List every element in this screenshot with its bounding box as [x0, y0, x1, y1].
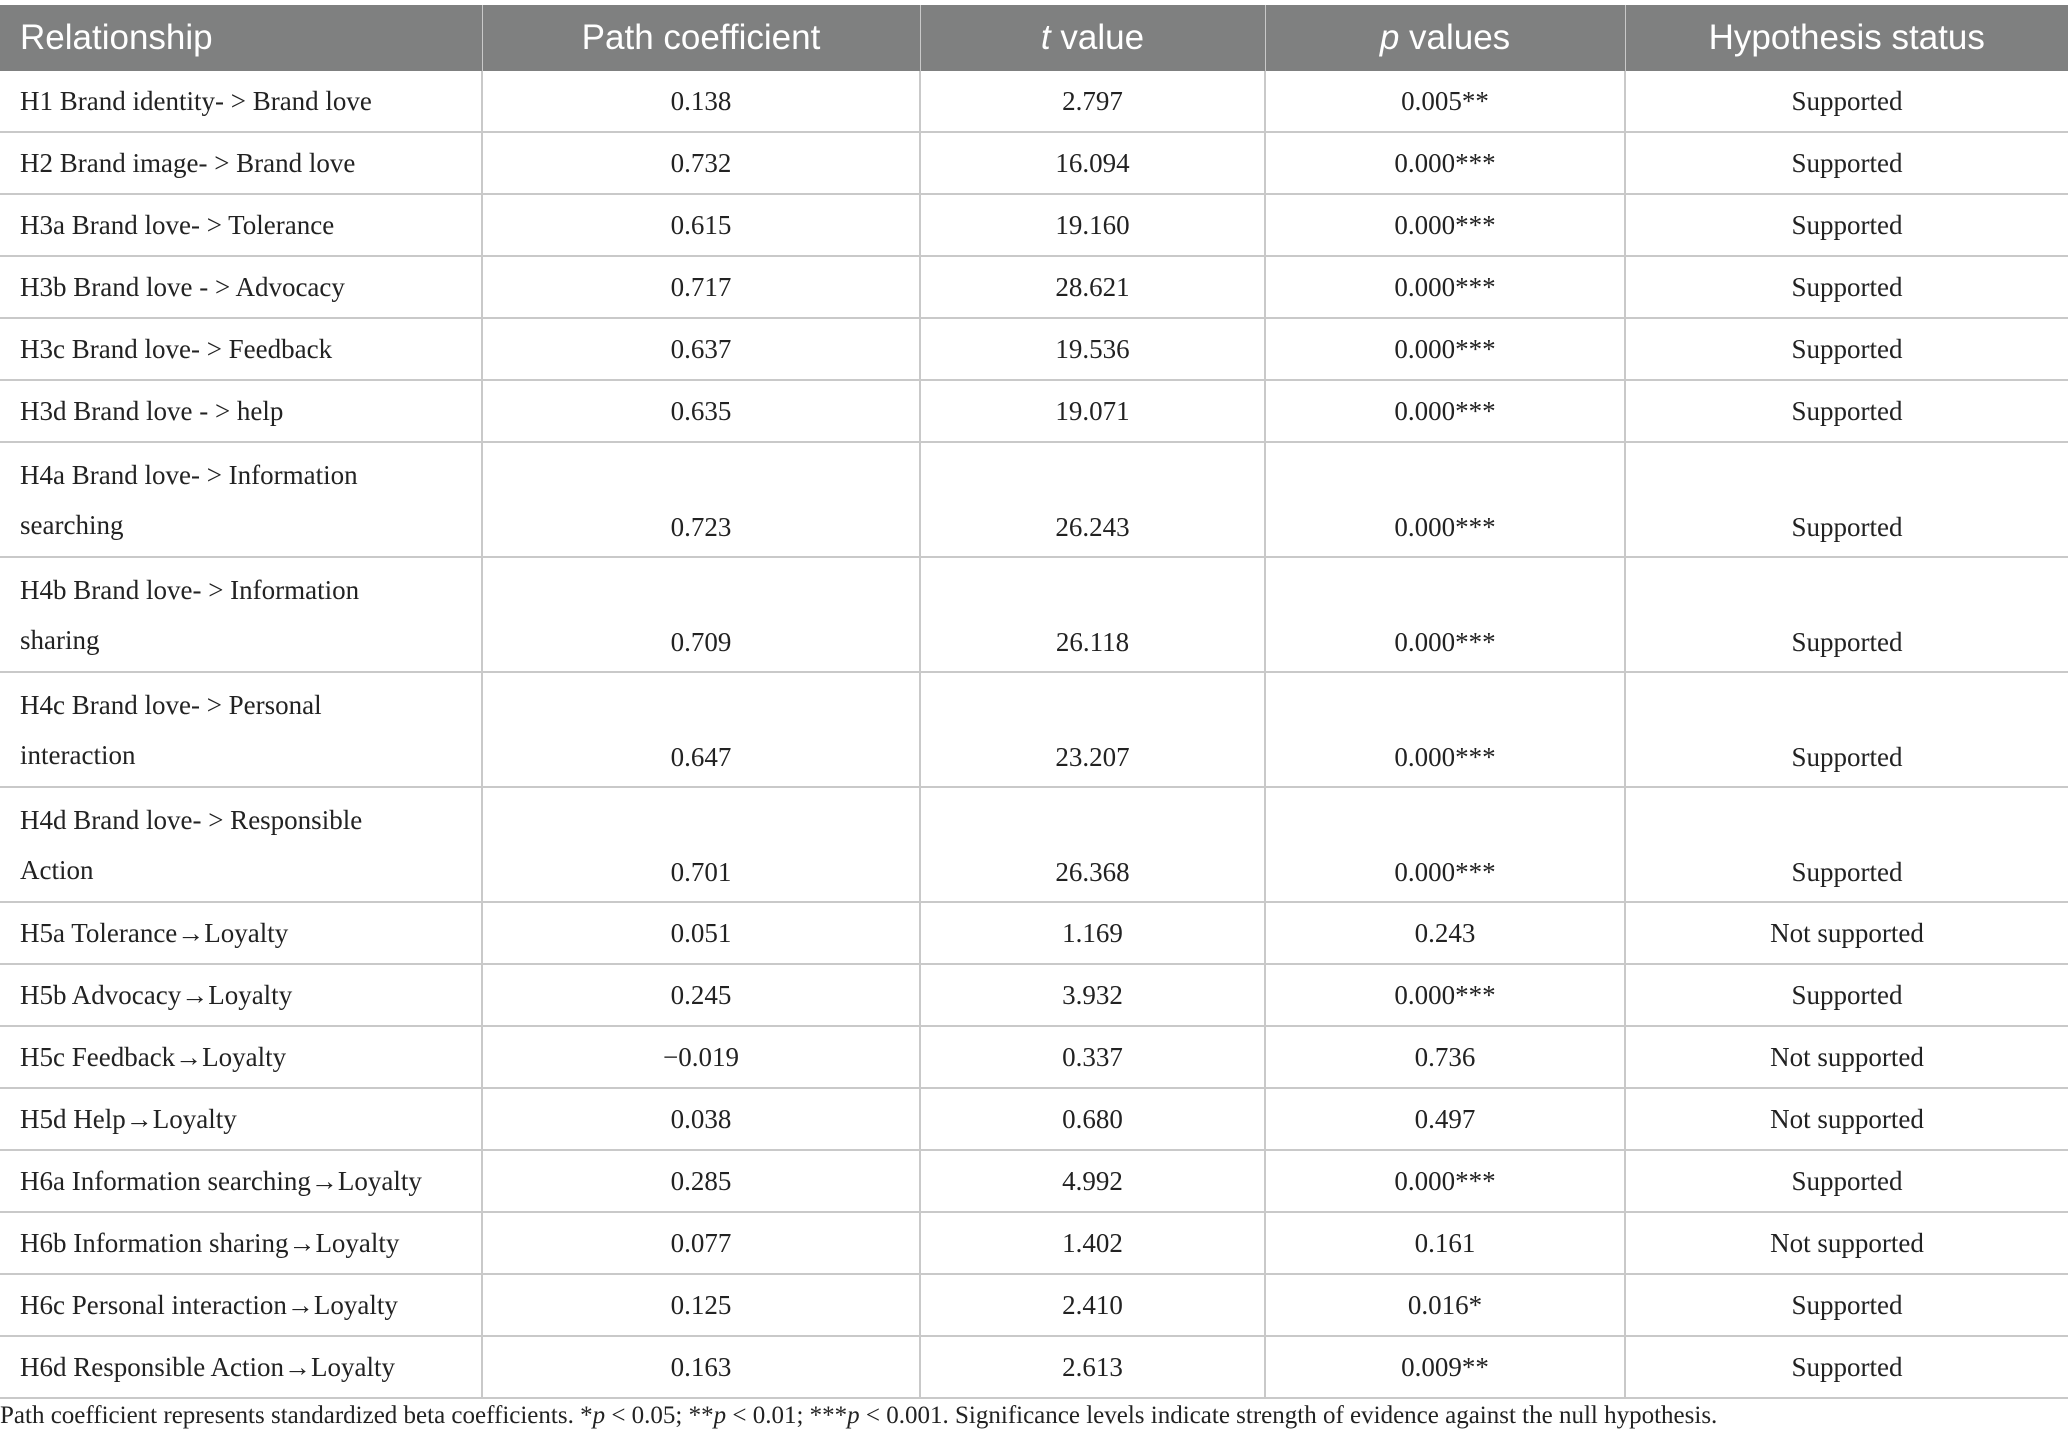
- cell-t-value: 3.932: [920, 964, 1265, 1026]
- cell-path-coefficient: 0.125: [482, 1274, 920, 1336]
- cell-relationship: H6b Information sharing→Loyalty: [0, 1212, 482, 1274]
- cell-p-value: 0.000***: [1265, 132, 1625, 194]
- cell-p-value: 0.497: [1265, 1088, 1625, 1150]
- table-row: [0, 557, 2068, 672]
- cell-path-coefficient: 0.138: [482, 71, 920, 132]
- header-row: [0, 5, 2068, 71]
- cell-hypothesis-status: Supported: [1625, 557, 2068, 672]
- results-table-container: [0, 5, 2068, 1399]
- cell-path-coefficient: 0.717: [482, 256, 920, 318]
- cell-hypothesis-status: Supported: [1625, 442, 2068, 557]
- footnote-p-symbol-3: p: [847, 1402, 860, 1429]
- cell-p-value: 0.243: [1265, 902, 1625, 964]
- cell-t-value: 26.243: [920, 442, 1265, 557]
- cell-hypothesis-status: Supported: [1625, 194, 2068, 256]
- footnote-part-4: < 0.001. Significance levels indicate strength of evidence against the null hypothesis.: [859, 1402, 1718, 1429]
- cell-path-coefficient: 0.647: [482, 672, 920, 787]
- header-t-italic: t: [1040, 18, 1051, 57]
- cell-p-value: 0.000***: [1265, 1150, 1625, 1212]
- cell-p-value: 0.009**: [1265, 1336, 1625, 1398]
- cell-t-value: 19.071: [920, 380, 1265, 442]
- cell-relationship: [0, 672, 482, 787]
- header-p-values: [1265, 5, 1625, 71]
- table-footnote: [0, 1402, 1717, 1430]
- cell-t-value: 1.169: [920, 902, 1265, 964]
- cell-t-value: 19.160: [920, 194, 1265, 256]
- cell-path-coefficient: 0.701: [482, 787, 920, 902]
- cell-hypothesis-status: Supported: [1625, 256, 2068, 318]
- cell-t-value: 19.536: [920, 318, 1265, 380]
- table-row: [0, 1212, 2068, 1274]
- cell-path-coefficient: −0.019: [482, 1026, 920, 1088]
- table-row: [0, 964, 2068, 1026]
- cell-t-value: 26.118: [920, 557, 1265, 672]
- cell-p-value: 0.000***: [1265, 672, 1625, 787]
- cell-relationship: H1 Brand identity- > Brand love: [0, 71, 482, 132]
- cell-t-value: 28.621: [920, 256, 1265, 318]
- cell-relationship: [0, 557, 482, 672]
- table-row: [0, 71, 2068, 132]
- relationship-line-2: interaction: [20, 739, 136, 770]
- table-row: [0, 318, 2068, 380]
- cell-relationship: H3a Brand love- > Tolerance: [0, 194, 482, 256]
- cell-relationship: H5d Help→Loyalty: [0, 1088, 482, 1150]
- table-row: [0, 1336, 2068, 1398]
- table-header: [0, 5, 2068, 71]
- cell-p-value: 0.005**: [1265, 71, 1625, 132]
- footnote-part-1: Path coefficient represents standardized beta coefficients. *: [0, 1402, 593, 1429]
- cell-path-coefficient: 0.723: [482, 442, 920, 557]
- footnote-part-3: < 0.01; ***: [726, 1402, 848, 1429]
- cell-path-coefficient: 0.637: [482, 318, 920, 380]
- cell-hypothesis-status: Not supported: [1625, 1088, 2068, 1150]
- cell-hypothesis-status: Supported: [1625, 672, 2068, 787]
- table-row: [0, 787, 2068, 902]
- cell-t-value: 23.207: [920, 672, 1265, 787]
- cell-t-value: 4.992: [920, 1150, 1265, 1212]
- table-row: [0, 902, 2068, 964]
- table-row: [0, 132, 2068, 194]
- cell-hypothesis-status: Supported: [1625, 132, 2068, 194]
- cell-relationship: H6d Responsible Action→Loyalty: [0, 1336, 482, 1398]
- table-row: [0, 256, 2068, 318]
- cell-path-coefficient: 0.732: [482, 132, 920, 194]
- cell-path-coefficient: 0.285: [482, 1150, 920, 1212]
- cell-p-value: 0.016*: [1265, 1274, 1625, 1336]
- cell-p-value: 0.000***: [1265, 557, 1625, 672]
- table-row: [0, 1274, 2068, 1336]
- cell-t-value: 2.797: [920, 71, 1265, 132]
- header-relationship: Relationship: [0, 5, 482, 71]
- cell-relationship: H6c Personal interaction→Loyalty: [0, 1274, 482, 1336]
- cell-path-coefficient: 0.038: [482, 1088, 920, 1150]
- footnote-p-symbol-1: p: [592, 1402, 606, 1429]
- cell-p-value: 0.000***: [1265, 194, 1625, 256]
- cell-relationship: H6a Information searching→Loyalty: [0, 1150, 482, 1212]
- header-p-italic: p: [1379, 18, 1400, 57]
- footnote-part-2: < 0.05; **: [605, 1402, 714, 1429]
- cell-hypothesis-status: Supported: [1625, 787, 2068, 902]
- cell-path-coefficient: 0.615: [482, 194, 920, 256]
- cell-t-value: 26.368: [920, 787, 1265, 902]
- cell-hypothesis-status: Supported: [1625, 380, 2068, 442]
- cell-relationship: H3b Brand love - > Advocacy: [0, 256, 482, 318]
- table-row: [0, 1088, 2068, 1150]
- cell-relationship: H5a Tolerance→Loyalty: [0, 902, 482, 964]
- cell-relationship: [0, 787, 482, 902]
- header-hypothesis-status: Hypothesis status: [1625, 5, 2068, 71]
- cell-p-value: 0.000***: [1265, 787, 1625, 902]
- table-row: [0, 1026, 2068, 1088]
- cell-p-value: 0.000***: [1265, 964, 1625, 1026]
- hypothesis-results-table: [0, 5, 2068, 1399]
- footnote-p-symbol-2: p: [713, 1402, 727, 1429]
- cell-hypothesis-status: Not supported: [1625, 1212, 2068, 1274]
- cell-hypothesis-status: Supported: [1625, 1274, 2068, 1336]
- cell-relationship: H5b Advocacy→Loyalty: [0, 964, 482, 1026]
- cell-p-value: 0.000***: [1265, 318, 1625, 380]
- cell-hypothesis-status: Supported: [1625, 318, 2068, 380]
- cell-hypothesis-status: Supported: [1625, 1150, 2068, 1212]
- relationship-line-1: H4d Brand love- > Responsible: [20, 804, 363, 835]
- table-body: [0, 71, 2068, 1398]
- cell-p-value: 0.161: [1265, 1212, 1625, 1274]
- cell-t-value: 0.337: [920, 1026, 1265, 1088]
- cell-t-value: 2.410: [920, 1274, 1265, 1336]
- cell-hypothesis-status: Supported: [1625, 71, 2068, 132]
- cell-relationship: [0, 442, 482, 557]
- relationship-line-1: H4a Brand love- > Information: [20, 459, 358, 490]
- table-row: [0, 1150, 2068, 1212]
- relationship-line-2: sharing: [20, 624, 100, 655]
- cell-path-coefficient: 0.635: [482, 380, 920, 442]
- cell-relationship: H3c Brand love- > Feedback: [0, 318, 482, 380]
- cell-p-value: 0.000***: [1265, 380, 1625, 442]
- cell-relationship: H5c Feedback→Loyalty: [0, 1026, 482, 1088]
- cell-t-value: 1.402: [920, 1212, 1265, 1274]
- relationship-line-2: searching: [20, 509, 124, 540]
- cell-hypothesis-status: Not supported: [1625, 902, 2068, 964]
- header-p-rest: values: [1399, 18, 1511, 57]
- cell-path-coefficient: 0.163: [482, 1336, 920, 1398]
- cell-relationship: H2 Brand image- > Brand love: [0, 132, 482, 194]
- relationship-line-1: H4c Brand love- > Personal: [20, 689, 322, 720]
- cell-relationship: H3d Brand love - > help: [0, 380, 482, 442]
- cell-t-value: 2.613: [920, 1336, 1265, 1398]
- header-t-value: [920, 5, 1265, 71]
- cell-p-value: 0.000***: [1265, 256, 1625, 318]
- cell-t-value: 0.680: [920, 1088, 1265, 1150]
- table-row: [0, 194, 2068, 256]
- table-row: [0, 380, 2068, 442]
- table-row: [0, 672, 2068, 787]
- cell-path-coefficient: 0.245: [482, 964, 920, 1026]
- relationship-line-2: Action: [20, 854, 94, 885]
- cell-p-value: 0.000***: [1265, 442, 1625, 557]
- cell-hypothesis-status: Supported: [1625, 1336, 2068, 1398]
- cell-p-value: 0.736: [1265, 1026, 1625, 1088]
- header-t-rest: value: [1050, 18, 1145, 57]
- cell-path-coefficient: 0.077: [482, 1212, 920, 1274]
- table-row: [0, 442, 2068, 557]
- cell-hypothesis-status: Not supported: [1625, 1026, 2068, 1088]
- header-path-coefficient: Path coefficient: [482, 5, 920, 71]
- cell-path-coefficient: 0.051: [482, 902, 920, 964]
- relationship-line-1: H4b Brand love- > Information: [20, 574, 360, 605]
- cell-path-coefficient: 0.709: [482, 557, 920, 672]
- cell-t-value: 16.094: [920, 132, 1265, 194]
- cell-hypothesis-status: Supported: [1625, 964, 2068, 1026]
